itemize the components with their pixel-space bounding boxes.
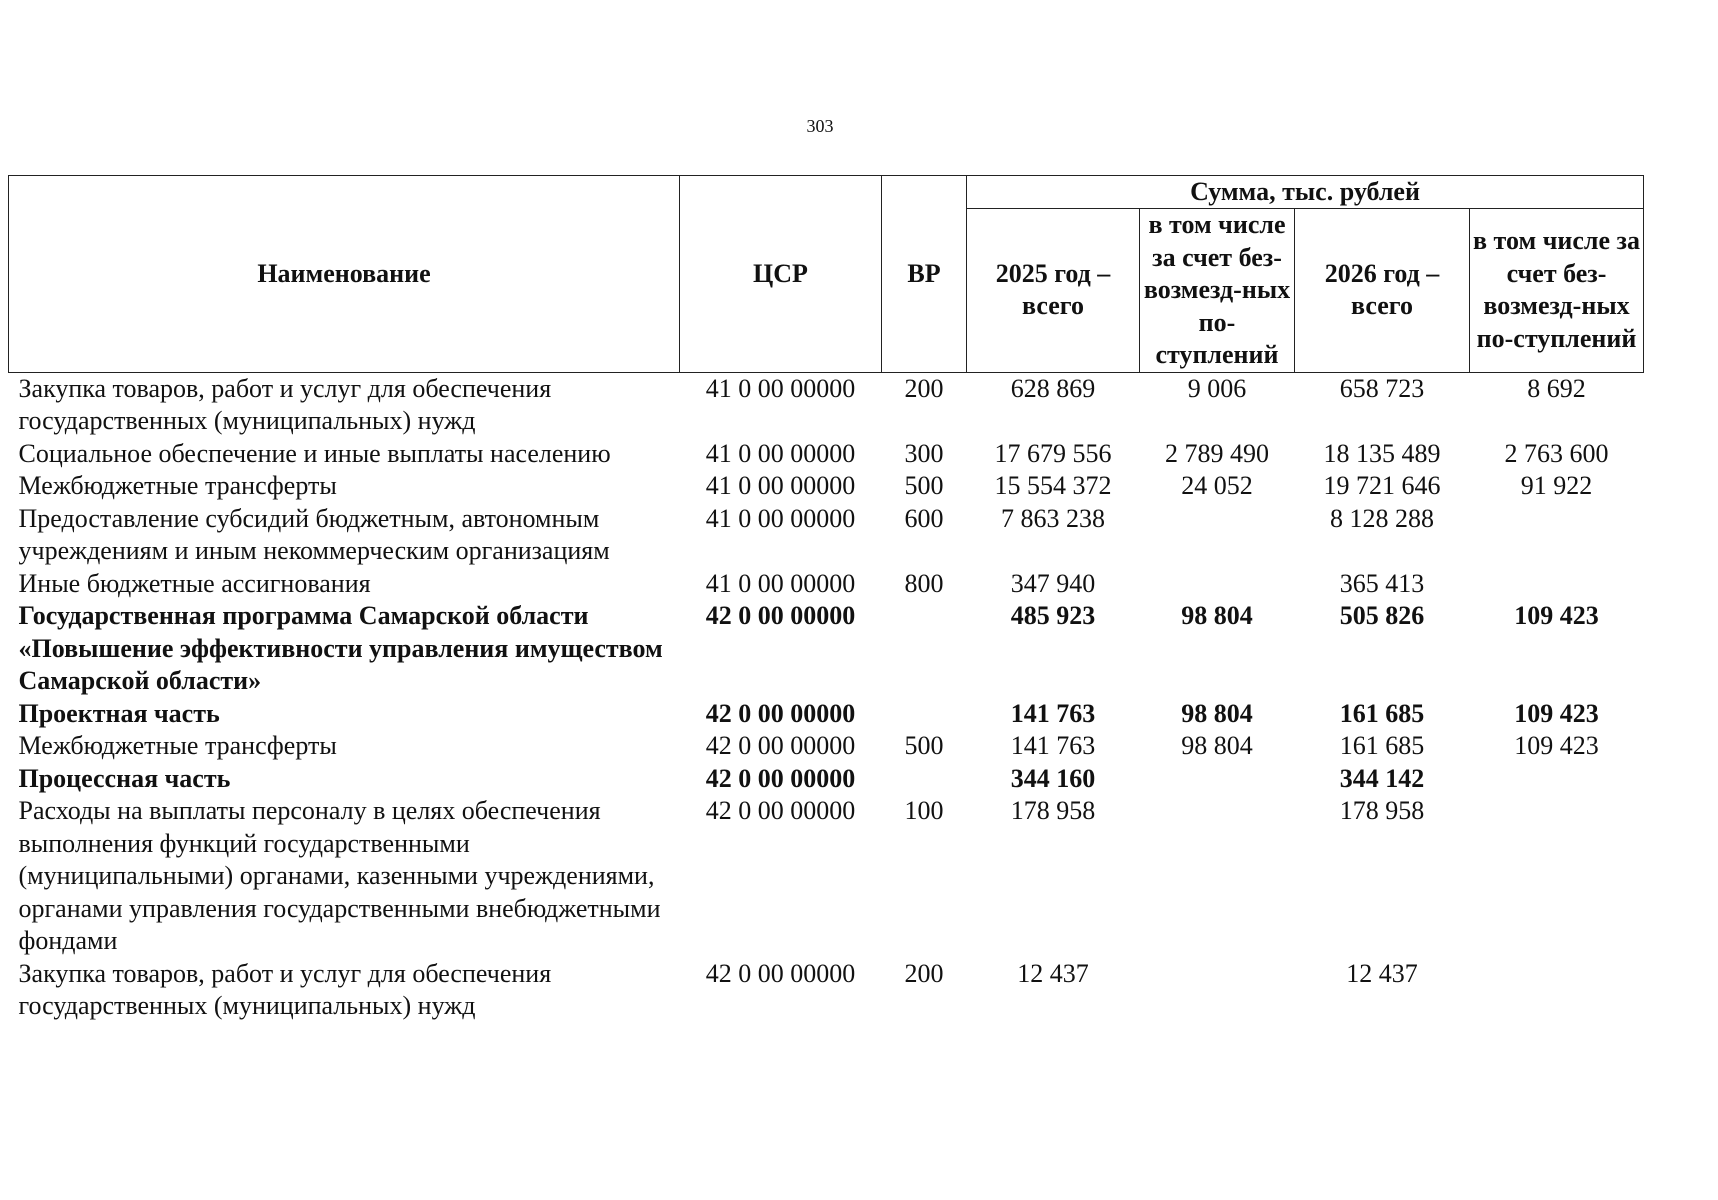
cell-vr: 300 bbox=[904, 438, 944, 468]
cell-2026-free: 109 423 bbox=[1514, 698, 1599, 728]
table-row bbox=[9, 503, 1644, 568]
table-row bbox=[9, 730, 1644, 763]
table-row bbox=[9, 600, 1644, 698]
cell-vr: 100 bbox=[904, 796, 944, 825]
cell-vr bbox=[882, 763, 967, 796]
table-row bbox=[9, 372, 1644, 438]
cell-2025-free bbox=[1140, 503, 1295, 568]
cell-name: Межбюджетные трансферты bbox=[18, 731, 337, 760]
cell-name: Проектная часть bbox=[18, 698, 220, 728]
cell-2025-free bbox=[1140, 763, 1295, 796]
header-vr: ВР bbox=[882, 176, 967, 373]
cell-2025-total: 141 763 bbox=[1010, 698, 1096, 728]
cell-2026-total: 8 128 288 bbox=[1330, 503, 1434, 533]
cell-2026-total: 658 723 bbox=[1339, 373, 1425, 403]
cell-2026-total: 178 958 bbox=[1339, 796, 1425, 825]
table-body bbox=[9, 372, 1644, 1023]
table-row bbox=[9, 568, 1644, 601]
cell-2026-total: 344 142 bbox=[1339, 763, 1425, 793]
header-2025-free: в том числе за счет без-возмезд-ных по-ступлений bbox=[1140, 209, 1295, 373]
cell-2025-free: 24 052 bbox=[1181, 471, 1253, 500]
table-row bbox=[9, 470, 1644, 503]
cell-vr: 500 bbox=[904, 731, 944, 760]
cell-name: Межбюджетные трансферты bbox=[18, 471, 337, 500]
cell-2026-free: 2 763 600 bbox=[1504, 438, 1609, 468]
cell-2025-total: 12 437 bbox=[1017, 958, 1089, 988]
cell-2025-total: 178 958 bbox=[1010, 796, 1096, 825]
cell-csr: 41 0 00 00000 bbox=[705, 471, 856, 500]
table-row bbox=[9, 795, 1644, 958]
cell-csr: 42 0 00 00000 bbox=[705, 958, 856, 988]
cell-csr: 41 0 00 00000 bbox=[705, 503, 856, 533]
cell-2025-total: 347 940 bbox=[1010, 568, 1096, 598]
header-2026-total: 2026 год – всего bbox=[1295, 209, 1470, 373]
cell-name: Расходы на выплаты персоналу в целях обеспечения выполнения функций государственными (муниципальными) органами, казенными учреждениями, органами управления государственными внебюджетными фондами bbox=[18, 796, 661, 955]
cell-2025-total: 141 763 bbox=[1010, 731, 1096, 760]
table-row bbox=[9, 763, 1644, 796]
table-row bbox=[9, 438, 1644, 471]
cell-2026-free bbox=[1470, 958, 1644, 1023]
cell-2026-free bbox=[1470, 763, 1644, 796]
cell-2026-free: 109 423 bbox=[1514, 601, 1599, 630]
table-header bbox=[9, 176, 1644, 373]
cell-2026-total: 161 685 bbox=[1339, 698, 1425, 728]
header-csr: ЦСР bbox=[680, 176, 882, 373]
cell-2026-free bbox=[1470, 568, 1644, 601]
cell-2026-free bbox=[1470, 503, 1644, 568]
cell-2025-total: 7 863 238 bbox=[1001, 503, 1105, 533]
cell-vr bbox=[882, 698, 967, 731]
header-sum-group: Сумма, тыс. рублей bbox=[967, 176, 1644, 209]
cell-2026-total: 18 135 489 bbox=[1323, 438, 1441, 468]
cell-vr bbox=[882, 600, 967, 698]
table-row bbox=[9, 698, 1644, 731]
cell-name: Процессная часть bbox=[18, 763, 231, 793]
page-number: 303 bbox=[806, 116, 834, 136]
cell-2025-free bbox=[1140, 568, 1295, 601]
cell-2026-total: 505 826 bbox=[1339, 601, 1425, 630]
cell-2026-total: 19 721 646 bbox=[1323, 471, 1441, 500]
cell-2025-free: 9 006 bbox=[1187, 373, 1247, 403]
cell-2026-free: 91 922 bbox=[1520, 471, 1593, 500]
cell-2026-free: 8 692 bbox=[1527, 373, 1586, 403]
cell-name: Иные бюджетные ассигнования bbox=[18, 568, 371, 598]
cell-csr: 42 0 00 00000 bbox=[705, 796, 856, 825]
header-2026-free: в том числе за счет без-возмезд-ных по-ступлений bbox=[1470, 209, 1644, 373]
cell-2025-total: 344 160 bbox=[1010, 763, 1096, 793]
cell-name: Предоставление субсидий бюджетным, автономным учреждениям и иным некоммерческим организациям bbox=[18, 503, 610, 565]
cell-2025-free bbox=[1140, 958, 1295, 1023]
cell-2025-free bbox=[1140, 795, 1295, 958]
header-name: Наименование bbox=[9, 176, 680, 373]
cell-2025-free: 2 789 490 bbox=[1165, 438, 1269, 468]
cell-name: Государственная программа Самарской области «Повышение эффективности управления имуществом Самарской области» bbox=[18, 601, 663, 695]
cell-2026-free bbox=[1470, 795, 1644, 958]
header-2025-total: 2025 год – всего bbox=[967, 209, 1140, 373]
cell-2025-total: 628 869 bbox=[1010, 373, 1096, 403]
cell-2026-total: 161 685 bbox=[1339, 731, 1425, 760]
cell-name: Социальное обеспечение и иные выплаты населению bbox=[18, 438, 611, 468]
cell-2025-total: 485 923 bbox=[1010, 601, 1096, 630]
cell-vr: 200 bbox=[904, 958, 944, 988]
cell-csr: 42 0 00 00000 bbox=[705, 698, 856, 728]
cell-name: Закупка товаров, работ и услуг для обеспечения государственных (муниципальных) нужд bbox=[18, 958, 552, 1020]
cell-2025-total: 15 554 372 bbox=[994, 471, 1112, 500]
cell-csr: 42 0 00 00000 bbox=[705, 601, 856, 630]
budget-table bbox=[8, 175, 1644, 1023]
table-row bbox=[9, 958, 1644, 1023]
cell-2025-free: 98 804 bbox=[1181, 731, 1253, 760]
cell-csr: 41 0 00 00000 bbox=[705, 438, 856, 468]
cell-2025-free: 98 804 bbox=[1181, 698, 1253, 728]
cell-vr: 800 bbox=[904, 568, 944, 598]
cell-2026-total: 365 413 bbox=[1339, 568, 1425, 598]
cell-vr: 500 bbox=[904, 471, 944, 500]
cell-2025-free: 98 804 bbox=[1181, 601, 1253, 630]
cell-name: Закупка товаров, работ и услуг для обеспечения государственных (муниципальных) нужд bbox=[18, 373, 552, 435]
cell-csr: 42 0 00 00000 bbox=[705, 731, 856, 760]
cell-2026-total: 12 437 bbox=[1346, 958, 1418, 988]
cell-vr: 200 bbox=[904, 373, 944, 403]
cell-2026-free: 109 423 bbox=[1514, 731, 1599, 760]
cell-csr: 42 0 00 00000 bbox=[705, 763, 856, 793]
cell-vr: 600 bbox=[904, 503, 944, 533]
cell-csr: 41 0 00 00000 bbox=[705, 373, 856, 403]
cell-2025-total: 17 679 556 bbox=[994, 438, 1112, 468]
cell-csr: 41 0 00 00000 bbox=[705, 568, 856, 598]
